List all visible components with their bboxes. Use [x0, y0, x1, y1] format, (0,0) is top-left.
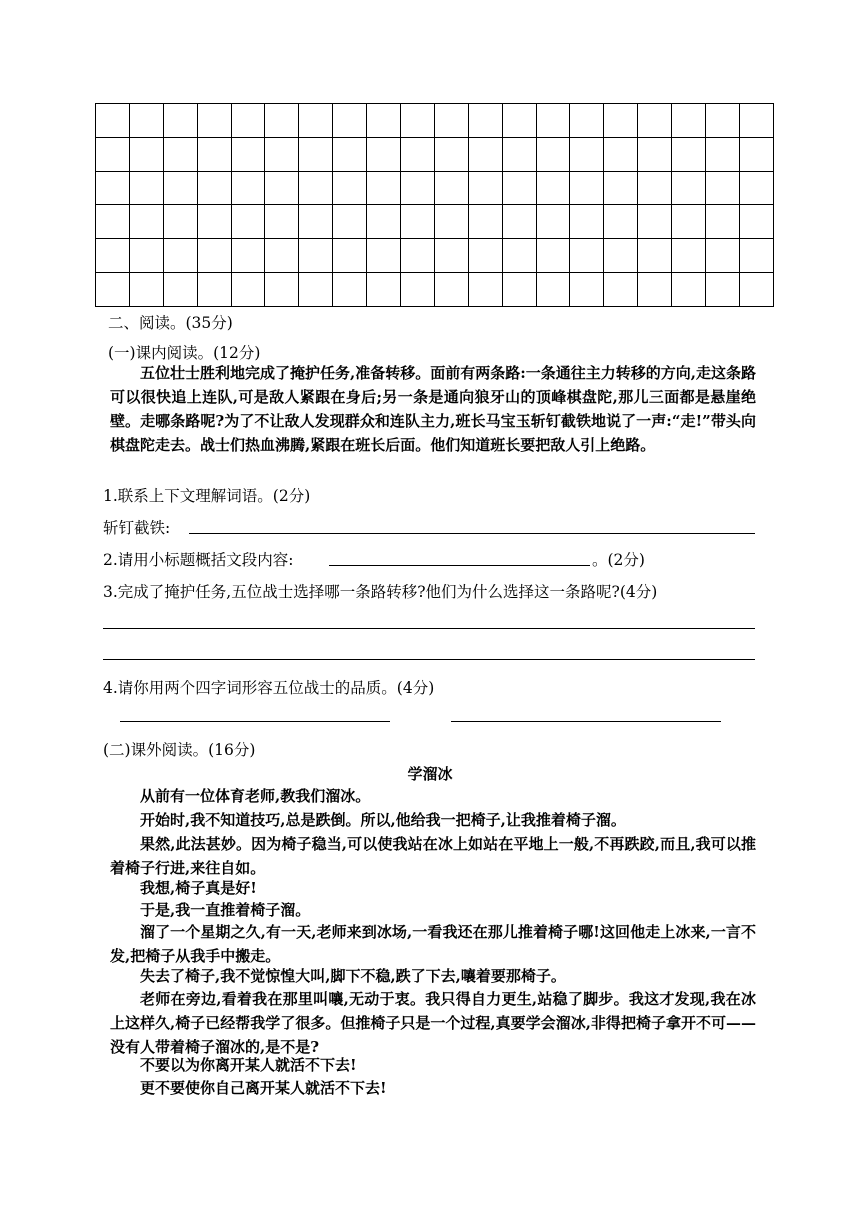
- grid-cell[interactable]: [468, 273, 502, 307]
- grid-cell[interactable]: [367, 239, 401, 273]
- grid-cell[interactable]: [197, 171, 231, 205]
- question-2-suffix: 。(2分): [592, 551, 645, 569]
- grid-cell[interactable]: [570, 171, 604, 205]
- grid-row: [96, 239, 774, 273]
- grid-cell[interactable]: [536, 273, 570, 307]
- grid-cell[interactable]: [434, 273, 468, 307]
- grid-cell[interactable]: [367, 273, 401, 307]
- grid-cell[interactable]: [536, 205, 570, 239]
- grid-cell[interactable]: [299, 273, 333, 307]
- grid-cell[interactable]: [333, 205, 367, 239]
- grid-cell[interactable]: [231, 171, 265, 205]
- grid-cell[interactable]: [739, 239, 773, 273]
- grid-cell[interactable]: [197, 239, 231, 273]
- inclass-passage: 五位壮士胜利地完成了掩护任务,准备转移。面前有两条路:一条通往主力转移的方向,走这条路可以很快追上连队,可是敌人紧跟在身后;另一条是通向狼牙山的顶峰棋盘陀,那儿三面都是悬崖绝壁。走哪条路呢?为了不让敌人发现群众和连队主力,班长马宝玉斩钉截铁地说了一声:“走!”带头向棋盘陀走去。战士们热血沸腾,紧跟在班长后面。他们知道班长要把敌人引上绝路。: [110, 364, 756, 454]
- grid-cell[interactable]: [265, 171, 299, 205]
- grid-cell[interactable]: [570, 104, 604, 138]
- grid-cell[interactable]: [468, 239, 502, 273]
- grid-cell[interactable]: [434, 205, 468, 239]
- question-4: 4.请你用两个四字词形容五位战士的品质。(4分): [103, 679, 435, 697]
- story-paragraph-9: 不要以为你离开某人就活不下去!: [140, 1056, 357, 1074]
- grid-cell[interactable]: [604, 205, 638, 239]
- grid-cell[interactable]: [333, 171, 367, 205]
- grid-cell[interactable]: [299, 239, 333, 273]
- grid-cell[interactable]: [706, 273, 740, 307]
- grid-cell[interactable]: [502, 171, 536, 205]
- grid-cell[interactable]: [96, 239, 130, 273]
- grid-cell[interactable]: [536, 239, 570, 273]
- grid-cell[interactable]: [570, 205, 604, 239]
- grid-cell[interactable]: [333, 239, 367, 273]
- grid-cell[interactable]: [367, 104, 401, 138]
- writing-grid[interactable]: [95, 103, 774, 307]
- grid-cell[interactable]: [638, 104, 672, 138]
- part-one-heading: (一)课内阅读。(12分): [108, 344, 261, 362]
- grid-cell[interactable]: [333, 137, 367, 171]
- story-paragraph-10: 更不要使你自己离开某人就活不下去!: [140, 1079, 387, 1097]
- grid-cell[interactable]: [604, 239, 638, 273]
- grid-cell[interactable]: [502, 137, 536, 171]
- grid-row: [96, 273, 774, 307]
- answer-line-q3-2[interactable]: [103, 659, 755, 660]
- answer-line-q4-1[interactable]: [120, 721, 390, 722]
- grid-cell[interactable]: [299, 171, 333, 205]
- grid-cell[interactable]: [367, 137, 401, 171]
- answer-line-q2[interactable]: [329, 565, 590, 566]
- grid-cell[interactable]: [265, 104, 299, 138]
- answer-line-q4-2[interactable]: [451, 721, 721, 722]
- grid-cell[interactable]: [96, 104, 130, 138]
- grid-cell[interactable]: [672, 205, 706, 239]
- story-paragraph-5: 于是,我一直推着椅子溜。: [140, 901, 311, 919]
- grid-cell[interactable]: [299, 205, 333, 239]
- grid-cell[interactable]: [570, 239, 604, 273]
- grid-cell[interactable]: [672, 239, 706, 273]
- grid-cell[interactable]: [706, 205, 740, 239]
- grid-cell[interactable]: [502, 239, 536, 273]
- grid-cell[interactable]: [672, 273, 706, 307]
- grid-cell[interactable]: [163, 273, 197, 307]
- grid-cell[interactable]: [468, 171, 502, 205]
- grid-cell[interactable]: [706, 239, 740, 273]
- question-3: 3.完成了掩护任务,五位战士选择哪一条路转移?他们为什么选择这一条路呢?(4分): [103, 583, 658, 601]
- grid-cell[interactable]: [231, 239, 265, 273]
- story-paragraph-4: 我想,椅子真是好!: [140, 879, 257, 897]
- story-paragraph-2: 开始时,我不知道技巧,总是跌倒。所以,他给我一把椅子,让我推着椅子溜。: [140, 811, 626, 829]
- grid-cell[interactable]: [129, 137, 163, 171]
- grid-cell[interactable]: [638, 137, 672, 171]
- grid-cell[interactable]: [502, 273, 536, 307]
- grid-cell[interactable]: [299, 137, 333, 171]
- grid-row: [96, 171, 774, 205]
- grid-cell[interactable]: [265, 239, 299, 273]
- answer-line-q1[interactable]: [189, 533, 755, 534]
- grid-cell[interactable]: [401, 171, 435, 205]
- grid-cell[interactable]: [401, 239, 435, 273]
- grid-cell[interactable]: [706, 137, 740, 171]
- grid-cell[interactable]: [129, 104, 163, 138]
- question-1-word: 斩钉截铁:: [103, 519, 171, 537]
- grid-cell[interactable]: [96, 273, 130, 307]
- grid-cell[interactable]: [638, 171, 672, 205]
- grid-cell[interactable]: [739, 137, 773, 171]
- grid-cell[interactable]: [468, 137, 502, 171]
- grid-cell[interactable]: [96, 137, 130, 171]
- grid-cell[interactable]: [401, 205, 435, 239]
- grid-cell[interactable]: [434, 239, 468, 273]
- grid-cell[interactable]: [401, 273, 435, 307]
- grid-cell[interactable]: [129, 171, 163, 205]
- grid-cell[interactable]: [197, 137, 231, 171]
- grid-cell[interactable]: [401, 104, 435, 138]
- grid-cell[interactable]: [129, 205, 163, 239]
- grid-cell[interactable]: [96, 205, 130, 239]
- grid-cell[interactable]: [604, 104, 638, 138]
- grid-row: [96, 205, 774, 239]
- story-paragraph-8: 老师在旁边,看着我在那里叫嚷,无动于衷。我只得自力更生,站稳了脚步。我这才发现,我在冰上这样久,椅子已经帮我学了很多。但推椅子只是一个过程,真要学会溜冰,非得把椅子拿开不可——没有人带着椅子溜冰的,是不是?: [110, 990, 756, 1056]
- grid-cell[interactable]: [536, 171, 570, 205]
- grid-cell[interactable]: [333, 104, 367, 138]
- grid-cell[interactable]: [197, 104, 231, 138]
- grid-cell[interactable]: [739, 104, 773, 138]
- grid-cell[interactable]: [231, 205, 265, 239]
- grid-cell[interactable]: [163, 171, 197, 205]
- question-2-prefix: 2.请用小标题概括文段内容:: [103, 551, 294, 569]
- grid-cell[interactable]: [163, 104, 197, 138]
- grid-cell[interactable]: [265, 273, 299, 307]
- grid-cell[interactable]: [739, 171, 773, 205]
- grid-cell[interactable]: [163, 239, 197, 273]
- story-paragraph-6: 溜了一个星期之久,有一天,老师来到冰场,一看我还在那儿推着椅子哪!这回他走上冰来,一言不发,把椅子从我手中搬走。: [110, 923, 756, 965]
- story-paragraph-3: 果然,此法甚妙。因为椅子稳当,可以使我站在冰上如站在平地上一般,不再跌跤,而且,我可以推着椅子行进,来往自如。: [110, 835, 756, 877]
- grid-cell[interactable]: [536, 137, 570, 171]
- answer-line-q3-1[interactable]: [103, 628, 755, 629]
- grid-cell[interactable]: [604, 171, 638, 205]
- grid-cell[interactable]: [570, 273, 604, 307]
- grid-cell[interactable]: [163, 137, 197, 171]
- grid-cell[interactable]: [434, 171, 468, 205]
- grid-cell[interactable]: [434, 137, 468, 171]
- grid-cell[interactable]: [536, 104, 570, 138]
- grid-cell[interactable]: [96, 171, 130, 205]
- grid-cell[interactable]: [468, 205, 502, 239]
- grid-cell[interactable]: [672, 137, 706, 171]
- grid-cell[interactable]: [401, 137, 435, 171]
- story-paragraph-1: 从前有一位体育老师,教我们溜冰。: [140, 787, 371, 805]
- grid-cell[interactable]: [706, 171, 740, 205]
- grid-cell[interactable]: [231, 104, 265, 138]
- grid-cell[interactable]: [672, 171, 706, 205]
- grid-cell[interactable]: [638, 205, 672, 239]
- grid-cell[interactable]: [638, 239, 672, 273]
- grid-cell[interactable]: [739, 273, 773, 307]
- grid-cell[interactable]: [502, 205, 536, 239]
- grid-cell[interactable]: [434, 104, 468, 138]
- grid-cell[interactable]: [333, 273, 367, 307]
- grid-cell[interactable]: [197, 205, 231, 239]
- grid-cell[interactable]: [706, 104, 740, 138]
- grid-row: [96, 104, 774, 138]
- grid-cell[interactable]: [163, 205, 197, 239]
- section-two-heading: 二、阅读。(35分): [108, 314, 233, 332]
- grid-cell[interactable]: [570, 137, 604, 171]
- grid-cell[interactable]: [739, 205, 773, 239]
- grid-cell[interactable]: [231, 273, 265, 307]
- grid-cell[interactable]: [197, 273, 231, 307]
- grid-cell[interactable]: [129, 239, 163, 273]
- grid-cell[interactable]: [265, 205, 299, 239]
- part-two-heading: (二)课外阅读。(16分): [103, 741, 256, 759]
- grid-cell[interactable]: [367, 171, 401, 205]
- grid-cell[interactable]: [231, 137, 265, 171]
- grid-cell[interactable]: [468, 104, 502, 138]
- grid-cell[interactable]: [604, 273, 638, 307]
- grid-cell[interactable]: [672, 104, 706, 138]
- grid-cell[interactable]: [265, 137, 299, 171]
- grid-cell[interactable]: [129, 273, 163, 307]
- story-paragraph-7: 失去了椅子,我不觉惊惶大叫,脚下不稳,跌了下去,嚷着要那椅子。: [140, 967, 566, 985]
- grid-row: [96, 137, 774, 171]
- grid-cell[interactable]: [604, 137, 638, 171]
- story-title: 学溜冰: [407, 765, 453, 783]
- grid-cell[interactable]: [367, 205, 401, 239]
- grid-cell[interactable]: [502, 104, 536, 138]
- grid-cell[interactable]: [299, 104, 333, 138]
- question-1: 1.联系上下文理解词语。(2分): [103, 487, 311, 505]
- grid-cell[interactable]: [638, 273, 672, 307]
